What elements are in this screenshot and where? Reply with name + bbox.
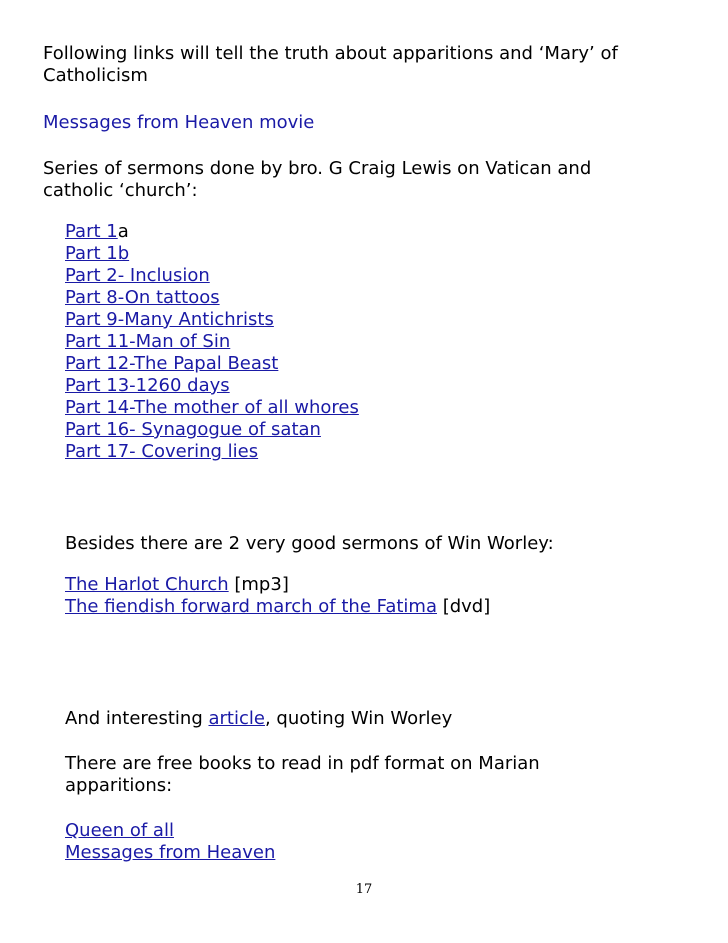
worley-item	[65, 574, 490, 596]
article-after: , quoting Win Worley	[264, 708, 453, 729]
sermon-item	[65, 243, 359, 265]
sermon-suffix: a	[117, 221, 129, 242]
sermon-link[interactable]: Part 8-On tattoos	[65, 287, 220, 308]
page-number: 17	[355, 882, 373, 897]
sermon-item	[65, 375, 359, 397]
movie-link[interactable]: Messages from Heaven movie	[43, 112, 315, 133]
sermon-item	[65, 441, 359, 463]
books-intro-line-1: There are free books to read in pdf format on Marian	[65, 753, 540, 774]
books-intro-line-2: apparitions:	[65, 775, 173, 796]
book-link[interactable]: Queen of all	[65, 820, 174, 841]
sermon-link[interactable]: Part 13-1260 days	[65, 375, 230, 396]
sermon-link[interactable]: Part 1	[65, 221, 118, 242]
sermon-link[interactable]: Part 9-Many Antichrists	[65, 309, 274, 330]
worley-format: [mp3]	[228, 574, 289, 595]
sermon-item	[65, 221, 359, 243]
sermon-item	[65, 331, 359, 353]
books-intro-paragraph	[65, 753, 540, 797]
book-item	[65, 820, 275, 842]
sermon-item	[65, 397, 359, 419]
sermon-item	[65, 353, 359, 375]
article-link[interactable]: article	[208, 708, 265, 729]
sermons-list	[65, 221, 359, 463]
worley-list	[65, 574, 490, 618]
worley-format: [dvd]	[436, 596, 491, 617]
sermon-link[interactable]: Part 11-Man of Sin	[65, 331, 231, 352]
article-before: And interesting	[65, 708, 209, 729]
worley-intro: Besides there are 2 very good sermons of Win Worley:	[65, 533, 554, 554]
worley-link[interactable]: The Harlot Church	[65, 574, 229, 595]
intro-paragraph	[43, 43, 618, 87]
book-link[interactable]: Messages from Heaven	[65, 842, 276, 863]
sermon-link[interactable]: Part 12-The Papal Beast	[65, 353, 279, 374]
article-paragraph	[65, 708, 452, 730]
sermon-link[interactable]: Part 17- Covering lies	[65, 441, 259, 462]
sermons-intro-paragraph	[43, 158, 591, 202]
sermon-item	[65, 309, 359, 331]
book-item	[65, 842, 275, 864]
sermon-item	[65, 287, 359, 309]
movie-paragraph	[43, 112, 314, 134]
intro-line-1: Following links will tell the truth about apparitions and ‘Mary’ of	[43, 43, 618, 64]
sermons-intro-line-1: Series of sermons done by bro. G Craig Lewis on Vatican and	[43, 158, 592, 179]
books-list	[65, 820, 275, 864]
sermons-intro-line-2: catholic ‘church’:	[43, 180, 198, 201]
sermon-link[interactable]: Part 1b	[65, 243, 130, 264]
sermon-item	[65, 419, 359, 441]
sermon-item	[65, 265, 359, 287]
sermon-link[interactable]: Part 2- Inclusion	[65, 265, 210, 286]
worley-item	[65, 596, 490, 618]
intro-line-2: Catholicism	[43, 65, 148, 86]
sermon-link[interactable]: Part 16- Synagogue of satan	[65, 419, 321, 440]
worley-link[interactable]: The fiendish forward march of the Fatima	[65, 596, 437, 617]
sermon-link[interactable]: Part 14-The mother of all whores	[65, 397, 359, 418]
